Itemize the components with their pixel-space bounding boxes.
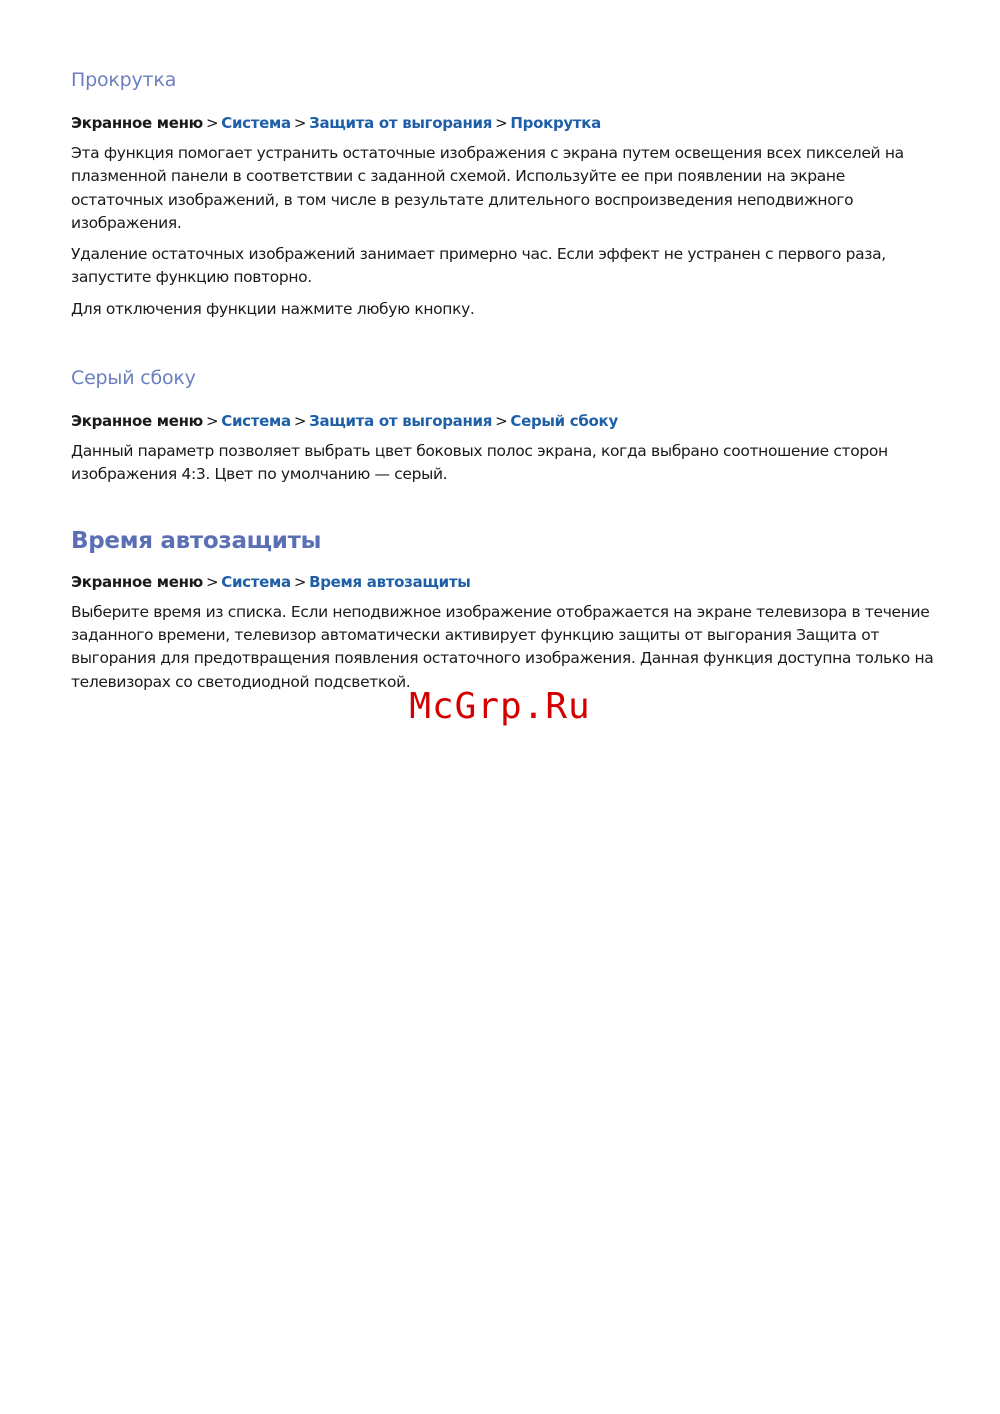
breadcrumb-item-menu: Экранное меню bbox=[71, 572, 203, 591]
breadcrumb-separator: > bbox=[495, 114, 508, 132]
section-gray-side bbox=[71, 364, 941, 487]
breadcrumb-item-system[interactable]: Система bbox=[221, 114, 291, 132]
paragraph: Данный параметр позволяет выбрать цвет боковых полос экрана, когда выбрано соотношение сторон изображения 4:3. Цвет по умолчанию — серый. bbox=[71, 442, 888, 484]
watermark: McGrp.Ru bbox=[409, 686, 591, 727]
breadcrumb-item-auto-protection-time[interactable]: Время автозащиты bbox=[309, 572, 471, 591]
breadcrumb-separator: > bbox=[293, 412, 307, 431]
paragraph: Выберите время из списка. Если неподвижное изображение отображается на экране телевизора в течение заданного времени, телевизор автоматически активирует функцию защиты от выгорания Защита от выгорания для предотвращения появления остаточного изображения. Данная функция доступна только на телевизорах со светодиодной подсветкой. bbox=[71, 602, 934, 691]
breadcrumb-item-menu: Экранное меню bbox=[71, 114, 203, 132]
document-page bbox=[71, 66, 941, 702]
breadcrumb-item-system[interactable]: Система bbox=[221, 572, 291, 591]
paragraph: Эта функция помогает устранить остаточные изображения с экрана путем освещения всех пикселей на плазменной панели в соответствии с заданной схемой. Используйте ее при появлении на экране остаточных изображений, в том числе в результате длительного воспроизведения неподвижного изображения. bbox=[71, 144, 904, 232]
breadcrumb-separator: > bbox=[205, 114, 219, 132]
breadcrumb bbox=[71, 571, 941, 593]
section-auto-protection-time bbox=[71, 525, 941, 694]
breadcrumb-item-scroll[interactable]: Прокрутка bbox=[510, 114, 601, 132]
breadcrumb-item-gray-side[interactable]: Серый сбоку bbox=[510, 412, 618, 431]
paragraph: Удаление остаточных изображений занимает примерно час. Если эффект не устранен с первого раза, запустите функцию повторно. bbox=[71, 245, 886, 287]
section-title: Прокрутка bbox=[71, 69, 177, 91]
paragraph: Для отключения функции нажмите любую кнопку. bbox=[71, 299, 475, 318]
breadcrumb-separator: > bbox=[495, 412, 508, 431]
breadcrumb-separator: > bbox=[205, 572, 219, 591]
breadcrumb-separator: > bbox=[293, 572, 307, 591]
breadcrumb-item-burn-protection[interactable]: Защита от выгорания bbox=[309, 114, 493, 132]
breadcrumb bbox=[71, 112, 941, 134]
breadcrumb-item-system[interactable]: Система bbox=[221, 412, 291, 431]
section-scroll bbox=[71, 66, 941, 321]
breadcrumb-item-menu: Экранное меню bbox=[71, 412, 203, 431]
breadcrumb-item-burn-protection[interactable]: Защита от выгорания bbox=[309, 412, 493, 431]
breadcrumb-separator: > bbox=[293, 114, 307, 132]
section-title: Время автозащиты bbox=[71, 527, 322, 554]
section-title: Серый сбоку bbox=[71, 367, 196, 390]
breadcrumb-separator: > bbox=[205, 412, 219, 431]
breadcrumb bbox=[71, 410, 941, 432]
